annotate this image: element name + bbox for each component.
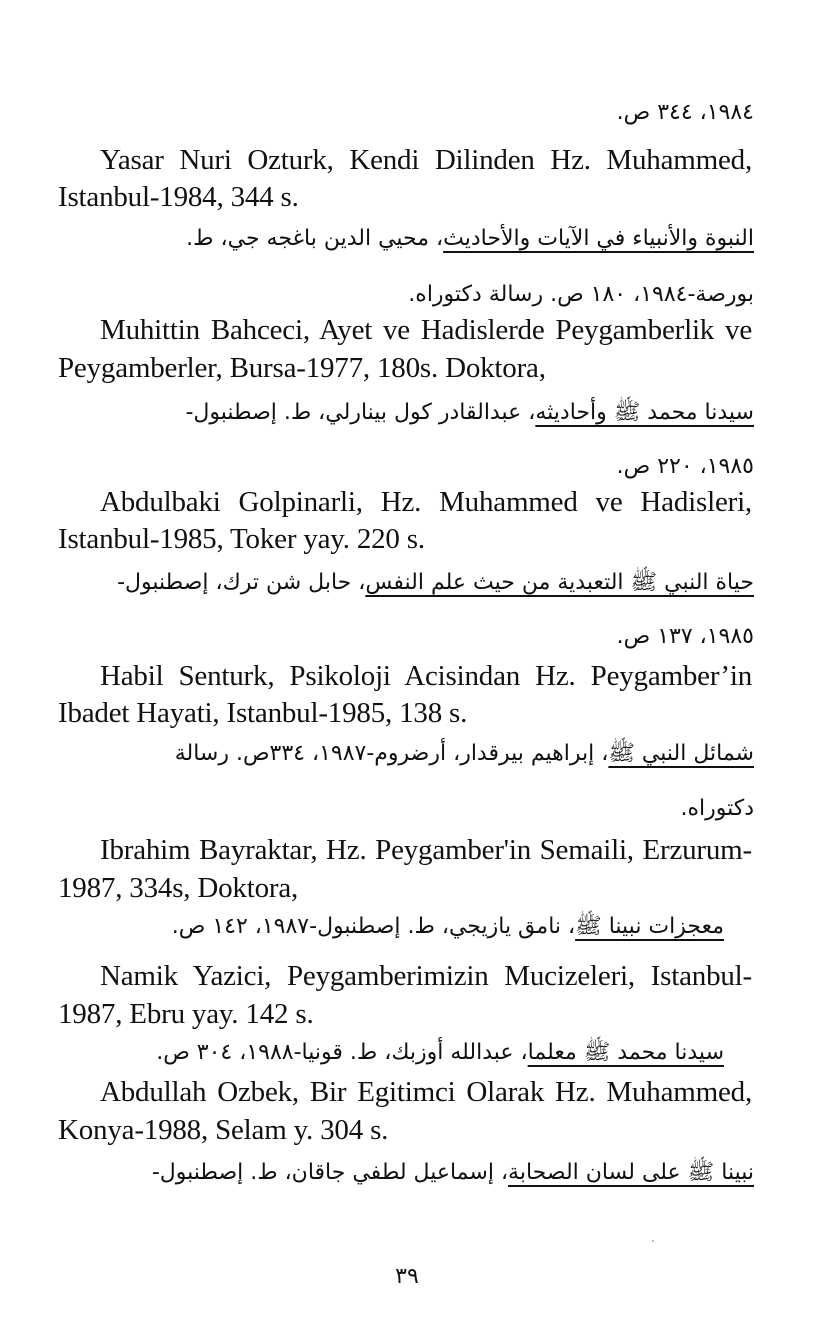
arabic-title: معجزات نبينا ﷺ xyxy=(575,914,724,939)
arabic-title: سيدنا محمد ﷺ معلما xyxy=(527,1040,724,1065)
latin-line: 1987, Ebru yay. 142 s. xyxy=(58,998,314,1030)
arabic-entry-line xyxy=(186,226,754,251)
latin-line: Abdulbaki Golpinarli, Hz. Muhammed ve Hadisleri, xyxy=(100,486,752,518)
arabic-details: ، عبدالله أوزبك، ط. قونيا-١٩٨٨، ٣٠٤ ص. xyxy=(156,1040,528,1065)
latin-line: Namik Yazici, Peygamberimizin Mucizeleri, Istanbul- xyxy=(100,960,752,992)
arabic-continuation-line: بورصة-١٩٨٤، ١٨٠ ص. رسالة دكتوراه. xyxy=(408,282,754,307)
latin-line: Yasar Nuri Ozturk, Kendi Dilinden Hz. Muhammed, xyxy=(100,144,752,176)
arabic-continuation-line: ١٩٨٥، ١٣٧ ص. xyxy=(616,624,754,649)
arabic-title: شمائل النبي ﷺ xyxy=(608,741,754,766)
arabic-details: ، عبدالقادر كول بينارلي، ط. إصطنبول- xyxy=(185,400,536,425)
arabic-title: سيدنا محمد ﷺ وأحاديثه xyxy=(535,400,754,425)
latin-line: Istanbul-1984, 344 s. xyxy=(58,181,299,213)
arabic-details: ، محيي الدين باغجه جي، ط. xyxy=(186,226,444,251)
arabic-entry-line xyxy=(152,1158,754,1190)
arabic-continuation-line: دكتوراه. xyxy=(680,796,754,821)
arabic-title: نبينا ﷺ على لسان الصحابة xyxy=(508,1160,754,1185)
latin-line: Muhittin Bahceci, Ayet ve Hadislerde Peygamberlik ve xyxy=(100,314,752,346)
latin-line: Abdullah Ozbek, Bir Egitimci Olarak Hz. Muhammed, xyxy=(100,1076,752,1108)
arabic-title: النبوة والأنبياء في الآيات والأحاديث xyxy=(443,226,754,251)
latin-line: Istanbul-1985, Toker yay. 220 s. xyxy=(58,523,425,555)
arabic-details: ، إبراهيم بيرقدار، أرضروم-١٩٨٧، ٣٣٤ص. رسالة xyxy=(174,741,609,766)
arabic-entry-line xyxy=(185,398,754,430)
arabic-entry-line xyxy=(175,739,754,771)
page-number: ٣٩ xyxy=(395,1264,419,1289)
arabic-title: حياة النبي ﷺ التعبدية من حيث علم النفس xyxy=(365,570,754,595)
latin-line: Konya-1988, Selam y. 304 s. xyxy=(58,1114,389,1146)
latin-line: Ibrahim Bayraktar, Hz. Peygamber'in Semaili, Erzurum- xyxy=(100,834,752,866)
latin-line: Peygamberler, Bursa-1977, 180s. Doktora, xyxy=(58,352,546,384)
scan-speck xyxy=(652,1240,654,1242)
arabic-entry-line xyxy=(172,912,724,944)
arabic-details: ، إسماعيل لطفي جاقان، ط. إصطنبول- xyxy=(151,1160,509,1185)
latin-line: 1987, 334s, Doktora, xyxy=(58,872,299,904)
latin-line: Ibadet Hayati, Istanbul-1985, 138 s. xyxy=(58,697,468,729)
arabic-continuation-line: ١٩٨٤، ٣٤٤ ص. xyxy=(616,100,754,125)
arabic-details: ، حابل شن ترك، إصطنبول- xyxy=(117,570,366,595)
arabic-details: ، نامق يازيجي، ط. إصطنبول-١٩٨٧، ١٤٢ ص. xyxy=(171,914,576,939)
arabic-continuation-line: ١٩٨٥، ٢٢٠ ص. xyxy=(616,454,754,479)
arabic-entry-line xyxy=(156,1038,724,1070)
latin-line: Habil Senturk, Psikoloji Acisindan Hz. Peygamber’in xyxy=(100,660,752,692)
arabic-entry-line xyxy=(117,568,754,600)
